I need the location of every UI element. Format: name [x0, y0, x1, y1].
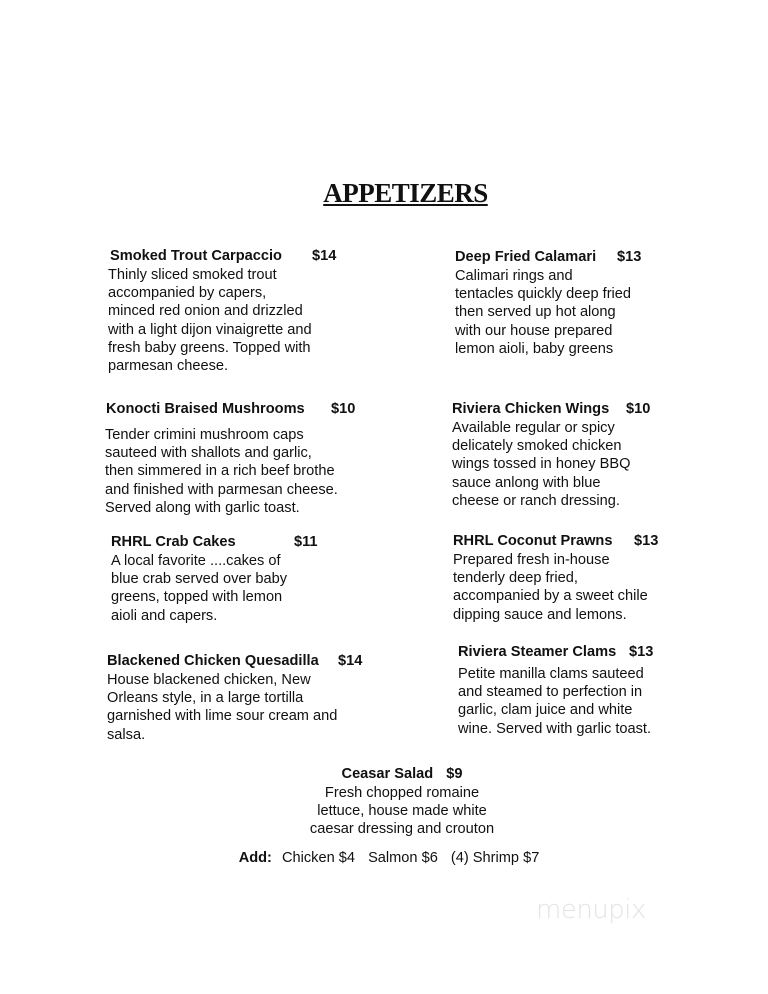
add-ons-label: Add: [238, 850, 272, 866]
item-name: Konocti Braised Mushrooms [106, 401, 305, 417]
menu-item-rhrl-crab-cakes [111, 533, 318, 625]
item-name: Blackened Chicken Quesadilla [107, 653, 319, 669]
item-description: House blackened chicken, New Orleans style, in a large tortilla garnished with lime sour cream and salsa. [107, 672, 338, 743]
menu-item-riviera-steamer-clams [458, 643, 653, 738]
add-on-option: Salmon $6 [368, 850, 438, 866]
menu-item-deep-fried-calamari [455, 248, 641, 358]
item-name: Smoked Trout Carpaccio [110, 248, 282, 264]
item-description: Available regular or spicy delicately smoked chicken wings tossed in honey BBQ sauce anlong with blue cheese or ranch dressing. [452, 420, 631, 509]
item-description: Tender crimini mushroom caps sauteed with shallots and garlic, then simmered in a rich beef brothe and finished with parmesan cheese. Served along with garlic toast. [105, 427, 338, 516]
menu-item-ceasar-salad [272, 765, 532, 839]
item-price: $9 [446, 766, 463, 782]
menu-item-rhrl-coconut-prawns [453, 532, 658, 624]
menu-item-blackened-chicken-quesadilla [107, 652, 362, 744]
item-name: Deep Fried Calamari [455, 249, 597, 265]
page-title: APPETIZERS [323, 178, 488, 208]
item-description: Prepared fresh in-house tenderly deep fried, accompanied by a sweet chile dipping sauce and lemons. [453, 552, 648, 623]
item-price: $11 [294, 534, 318, 550]
item-description: Petite manilla clams sauteed and steamed to perfection in garlic, clam juice and white wine. Served with garlic toast. [458, 666, 652, 737]
item-description: A local favorite ....cakes of blue crab served over baby greens, topped with lemon aioli and capers. [111, 553, 288, 624]
item-description: Thinly sliced smoked trout accompanied by capers, minced red onion and drizzled with a light dijon vinaigrette and fresh baby greens. Topped with parmesan cheese. [108, 267, 312, 375]
item-name: Ceasar Salad [341, 766, 434, 782]
item-price: $10 [626, 401, 651, 417]
item-price: $10 [331, 401, 356, 417]
item-price: $14 [338, 653, 363, 669]
item-name: RHRL Crab Cakes [111, 534, 236, 550]
menu-item-smoked-trout-carpaccio [108, 247, 336, 375]
item-price: $13 [629, 644, 654, 660]
add-ons-line [0, 850, 768, 866]
menu-item-riviera-chicken-wings [452, 400, 650, 510]
add-on-option: (4) Shrimp $7 [450, 850, 540, 866]
item-name: Riviera Chicken Wings [452, 401, 610, 417]
item-description: Fresh chopped romaine lettuce, house made white caesar dressing and crouton [309, 785, 495, 838]
menu-item-konocti-braised-mushrooms [105, 400, 355, 517]
add-on-option: Chicken $4 [281, 850, 355, 866]
item-description: Calimari rings and tentacles quickly deep fried then served up hot along with our house prepared lemon aioli, baby greens [455, 268, 632, 357]
item-price: $14 [312, 248, 337, 264]
watermark-logo: menupix [536, 895, 646, 925]
item-price: $13 [617, 249, 642, 265]
item-name: RHRL Coconut Prawns [453, 533, 613, 549]
item-name: Riviera Steamer Clams [458, 644, 617, 660]
item-price: $13 [634, 533, 659, 549]
